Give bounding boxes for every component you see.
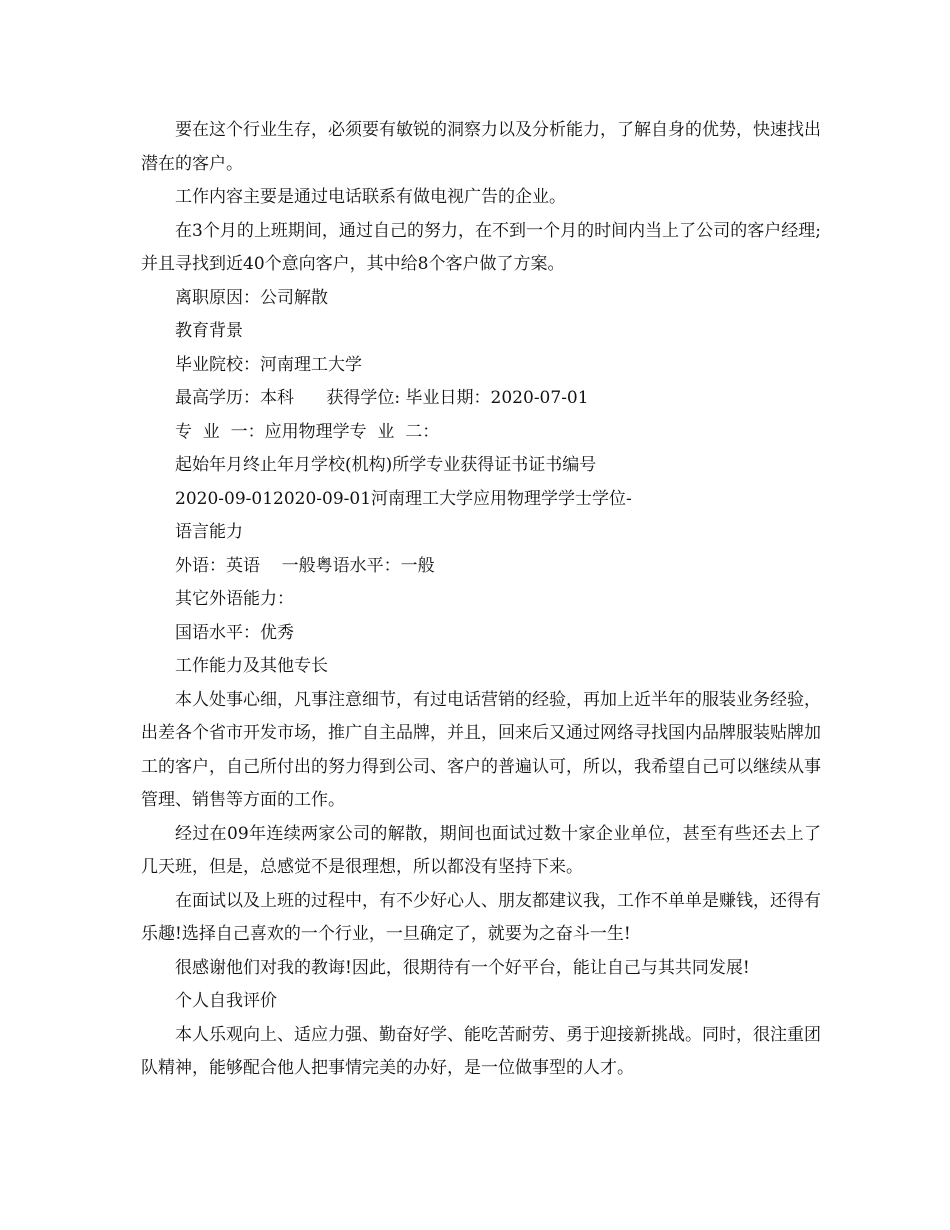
section-heading-education: 教育背景: [175, 321, 243, 341]
paragraph-other-language: 其它外语能力：: [175, 589, 294, 609]
paragraph-education-header: 起始年月终止年月学校(机构)所学专业获得证书证书编号: [175, 455, 597, 475]
paragraph-school: 毕业院校：河南理工大学: [175, 354, 362, 375]
paragraph-experience-2009: 经过在09年连续两家公司的解散，期间也面试过数十家企业单位，甚至有些还去上了几天班，但是，总感觉不是很理想，所以都没有坚持下来。: [141, 823, 821, 877]
paragraph-skills-detail: 本人处事心细，凡事注意细节，有过电话营销的经验，再加上近半年的服装业务经验，出差各个省市开发市场，推广自主品牌，并且，回来后又通过网络寻找国内品牌服装贴牌加工的客户，自己所付出的努力得到公司、客户的普遍认可，所以，我希望自己可以继续从事管理、销售等方面的工作。: [141, 689, 821, 810]
paragraph-self-evaluation: 本人乐观向上、适应力强、勤奋好学、能吃苦耐劳、勇于迎接新挑战。同时，很注重团队精神，能够配合他人把事情完美的办好，是一位做事型的人才。: [141, 1024, 821, 1078]
paragraph-education-row: 2020-09-012020-09-01河南理工大学应用物理学学士学位-: [175, 488, 632, 509]
section-heading-skills: 工作能力及其他专长: [175, 656, 328, 676]
paragraph-advice: 在面试以及上班的过程中，有不少好心人、朋友都建议我，工作不单单是赚钱，还得有乐趣!选择自己喜欢的一个行业，一旦确定了，就要为之奋斗一生!: [141, 890, 821, 944]
section-heading-language: 语言能力: [175, 522, 243, 542]
paragraph-mandarin-level: 国语水平：优秀: [175, 622, 294, 643]
paragraph-job-content: 工作内容主要是通过电话联系有做电视广告的企业。: [175, 187, 566, 207]
paragraph-major: 专 业 一：应用物理学专 业 二：: [175, 421, 440, 442]
paragraph-achievements: 在3个月的上班期间，通过自己的努力，在不到一个月的时间内当上了公司的客户经理;并且寻找到近40个意向客户，其中给8个客户做了方案。: [141, 220, 821, 274]
paragraph-leave-reason: 离职原因：公司解散: [175, 287, 328, 308]
document-body: [141, 114, 821, 1086]
paragraph-foreign-language: 外语：英语 一般粤语水平：一般: [175, 555, 435, 576]
paragraph-industry-survival: 要在这个行业生存，必须要有敏锐的洞察力以及分析能力，了解自身的优势，快速找出潜在的客户。: [141, 120, 821, 174]
section-heading-self-evaluation: 个人自我评价: [175, 991, 277, 1011]
paragraph-thanks: 很感谢他们对我的教诲!因此，很期待有一个好平台，能让自己与其共同发展!: [175, 957, 750, 978]
paragraph-degree: 最高学历：本科 获得学位: 毕业日期：2020-07-01: [175, 388, 589, 408]
